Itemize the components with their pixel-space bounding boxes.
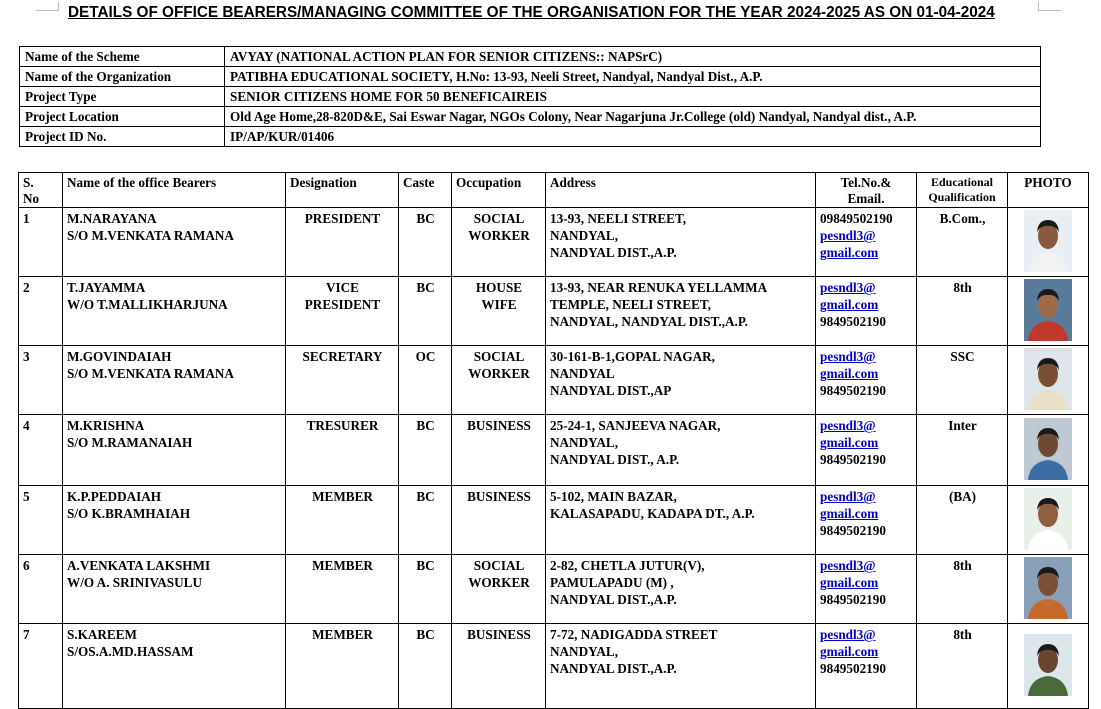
member-photo [1024,418,1072,480]
member-photo [1024,634,1072,696]
member-name: K.P.PEDDAIAH S/O K.BRAMHAIAH [63,486,286,555]
member-designation: PRESIDENT [286,208,399,277]
member-qualification: (BA) [917,486,1008,555]
member-sno: 2 [19,277,63,346]
member-photo [1024,557,1072,619]
member-photo [1024,210,1072,272]
member-address: 7-72, NADIGADDA STREET NANDYAL, NANDYAL DIST.,A.P. [546,624,816,709]
scheme-label: Project ID No. [20,127,225,147]
member-name: T.JAYAMMA W/O T.MALLIKHARJUNA [63,277,286,346]
scheme-value: SENIOR CITIZENS HOME FOR 50 BENEFICAIREIS [225,87,1041,107]
scheme-value: AVYAY (NATIONAL ACTION PLAN FOR SENIOR CITIZENS:: NAPSrC) [225,47,1041,67]
member-designation: SECRETARY [286,346,399,415]
header-photo: PHOTO [1008,173,1089,208]
page-corner-mark-left [36,2,59,11]
member-row [19,486,1089,555]
member-address: 2-82, CHETLA JUTUR(V), PAMULAPADU (M) , NANDYAL DIST.,A.P. [546,555,816,624]
scheme-value: Old Age Home,28-820D&E, Sai Eswar Nagar, NGOs Colony, Near Nagarjuna Jr.College (old) Nandyal, Nandyal dist., A.P. [225,107,1041,127]
scheme-value: IP/AP/KUR/01406 [225,127,1041,147]
scheme-label: Name of the Scheme [20,47,225,67]
member-address: 5-102, MAIN BAZAR, KALASAPADU, KADAPA DT., A.P. [546,486,816,555]
member-address: 30-161-B-1,GOPAL NAGAR, NANDYAL NANDYAL DIST.,AP [546,346,816,415]
member-contact: 09849502190 pesndl3@ gmail.com [816,208,917,277]
member-contact: pesndl3@ gmail.com 9849502190 [816,624,917,709]
member-sno: 4 [19,415,63,486]
member-occupation: HOUSE WIFE [452,277,546,346]
member-caste: BC [399,555,452,624]
member-name: M.NARAYANA S/O M.VENKATA RAMANA [63,208,286,277]
member-name: M.GOVINDAIAH S/O M.VENKATA RAMANA [63,346,286,415]
page-corner-mark-right [1038,2,1061,11]
member-photo-cell [1008,555,1089,624]
member-photo-cell [1008,346,1089,415]
member-occupation: BUSINESS [452,624,546,709]
member-caste: BC [399,624,452,709]
member-address: 13-93, NEAR RENUKA YELLAMMA TEMPLE, NEELI STREET, NANDYAL, NANDYAL DIST.,A.P. [546,277,816,346]
member-caste: BC [399,208,452,277]
header-caste: Caste [399,173,452,208]
member-occupation: SOCIAL WORKER [452,555,546,624]
member-occupation: SOCIAL WORKER [452,208,546,277]
member-sno: 5 [19,486,63,555]
member-caste: BC [399,486,452,555]
office-bearers-table [18,172,1089,709]
member-name: A.VENKATA LAKSHMI W/O A. SRINIVASULU [63,555,286,624]
scheme-label: Project Type [20,87,225,107]
member-contact: pesndl3@ gmail.com 9849502190 [816,277,917,346]
member-qualification: Inter [917,415,1008,486]
member-photo-cell [1008,624,1089,709]
member-caste: BC [399,415,452,486]
member-qualification: 8th [917,277,1008,346]
member-sno: 3 [19,346,63,415]
member-name: S.KAREEM S/OS.A.MD.HASSAM [63,624,286,709]
member-row [19,415,1089,486]
member-contact: pesndl3@ gmail.com 9849502190 [816,555,917,624]
member-photo-cell [1008,208,1089,277]
member-sno: 1 [19,208,63,277]
member-photo-cell [1008,415,1089,486]
member-designation: VICE PRESIDENT [286,277,399,346]
member-address: 13-93, NEELI STREET, NANDYAL, NANDYAL DIST.,A.P. [546,208,816,277]
header-name: Name of the office Bearers [63,173,286,208]
scheme-row [20,107,1041,127]
scheme-row [20,127,1041,147]
document-title: DETAILS OF OFFICE BEARERS/MANAGING COMMITTEE OF THE ORGANISATION FOR THE YEAR 2024-2025 AS ON 01-04-2024 [68,4,995,21]
member-qualification: SSC [917,346,1008,415]
header-sno: S. No [19,173,63,208]
member-designation: MEMBER [286,555,399,624]
member-photo [1024,348,1072,410]
member-photo [1024,488,1072,550]
member-qualification: 8th [917,624,1008,709]
member-occupation: SOCIAL WORKER [452,346,546,415]
scheme-details-table [19,46,1041,147]
member-row [19,208,1089,277]
header-occupation: Occupation [452,173,546,208]
member-caste: BC [399,277,452,346]
member-contact: pesndl3@ gmail.com 9849502190 [816,415,917,486]
member-sno: 6 [19,555,63,624]
member-row [19,555,1089,624]
member-name: M.KRISHNA S/O M.RAMANAIAH [63,415,286,486]
member-address: 25-24-1, SANJEEVA NAGAR, NANDYAL, NANDYAL DIST., A.P. [546,415,816,486]
member-row [19,277,1089,346]
member-row [19,624,1089,709]
member-occupation: BUSINESS [452,486,546,555]
scheme-label: Project Location [20,107,225,127]
member-row [19,346,1089,415]
member-contact: pesndl3@ gmail.com 9849502190 [816,486,917,555]
member-designation: MEMBER [286,624,399,709]
member-photo [1024,279,1072,341]
member-designation: TRESURER [286,415,399,486]
header-tel-email: Tel.No.& Email. [816,173,917,208]
scheme-label: Name of the Organization [20,67,225,87]
scheme-value: PATIBHA EDUCATIONAL SOCIETY, H.No: 13-93, Neeli Street, Nandyal, Nandyal Dist., A.P. [225,67,1041,87]
member-caste: OC [399,346,452,415]
member-contact: pesndl3@ gmail.com 9849502190 [816,346,917,415]
header-edu-qualification: Educational Qualification [917,173,1008,208]
member-qualification: 8th [917,555,1008,624]
member-qualification: B.Com., [917,208,1008,277]
scheme-row [20,47,1041,67]
header-designation: Designation [286,173,399,208]
scheme-row [20,67,1041,87]
member-designation: MEMBER [286,486,399,555]
member-photo-cell [1008,486,1089,555]
header-address: Address [546,173,816,208]
member-occupation: BUSINESS [452,415,546,486]
scheme-row [20,87,1041,107]
member-sno: 7 [19,624,63,709]
member-photo-cell [1008,277,1089,346]
